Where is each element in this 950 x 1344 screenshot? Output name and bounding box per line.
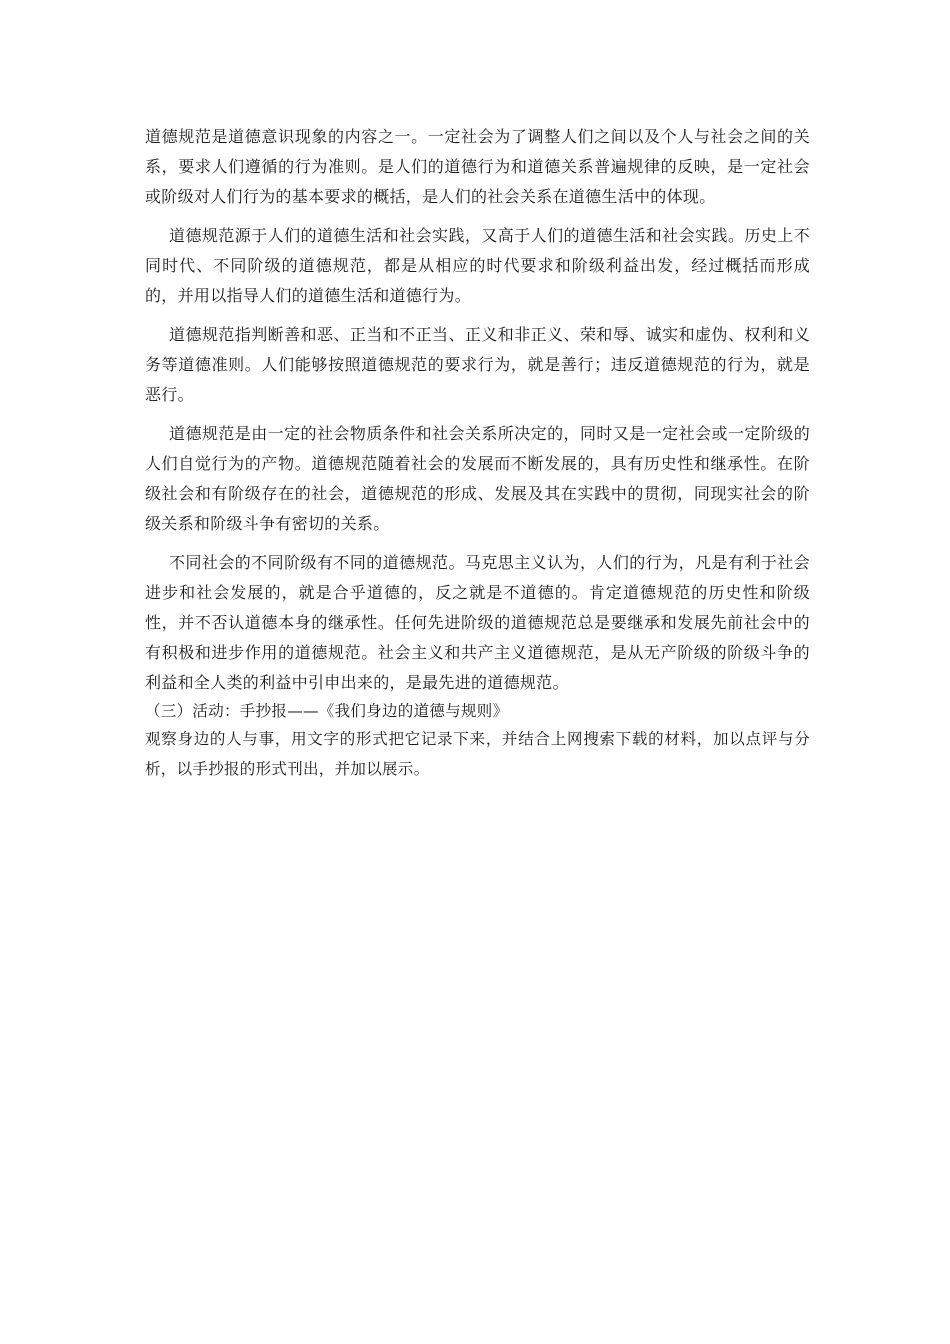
document-body — [145, 122, 810, 784]
activity-text: 观察身边的人与事，用文字的形式把它记录下来，并结合上网搜索下载的材料，加以点评与分析，以手抄报的形式刊出，并加以展示。 — [145, 730, 810, 778]
activity-heading: （三）活动：手抄报——《我们身边的道德与规则》 — [145, 702, 509, 720]
paragraph-4: 道德规范是由一定的社会物质条件和社会关系所决定的，同时又是一定社会或一定阶级的人们自觉行为的产物。道德规范随着社会的发展而不断发展的，具有历史性和继承性。在阶级社会和有阶级存在的社会，道德规范的形成、发展及其在实践中的贯彻，同现实社会的阶级关系和阶级斗争有密切的关系。 — [145, 424, 810, 533]
paragraph-3: 道德规范指判断善和恶、正当和不正当、正义和非正义、荣和辱、诚实和虚伪、权利和义务等道德准则。人们能够按照道德规范的要求行为，就是善行；违反道德规范的行为，就是恶行。 — [145, 325, 810, 404]
paragraph-2: 道德规范源于人们的道德生活和社会实践，又高于人们的道德生活和社会实践。历史上不同时代、不同阶级的道德规范，都是从相应的时代要求和阶级利益出发，经过概括而形成的，并用以指导人们的道德生活和道德行为。 — [145, 226, 810, 305]
paragraph-5: 不同社会的不同阶级有不同的道德规范。马克思主义认为，人们的行为，凡是有利于社会进步和社会发展的，就是合乎道德的，反之就是不道德的。肯定道德规范的历史性和阶级性，并不否认道德本身的继承性。任何先进阶级的道德规范总是要继承和发展先前社会中的有积极和进步作用的道德规范。社会主义和共产主义道德规范，是从无产阶级的阶级斗争的利益和全人类的利益中引申出来的，是最先进的道德规范。 — [145, 553, 810, 692]
paragraph-1: 道德规范是道德意识现象的内容之一。一定社会为了调整人们之间以及个人与社会之间的关系，要求人们遵循的行为准则。是人们的道德行为和道德关系普遍规律的反映，是一定社会或阶级对人们行为的基本要求的概括，是人们的社会关系在道德生活中的体现。 — [145, 127, 810, 206]
